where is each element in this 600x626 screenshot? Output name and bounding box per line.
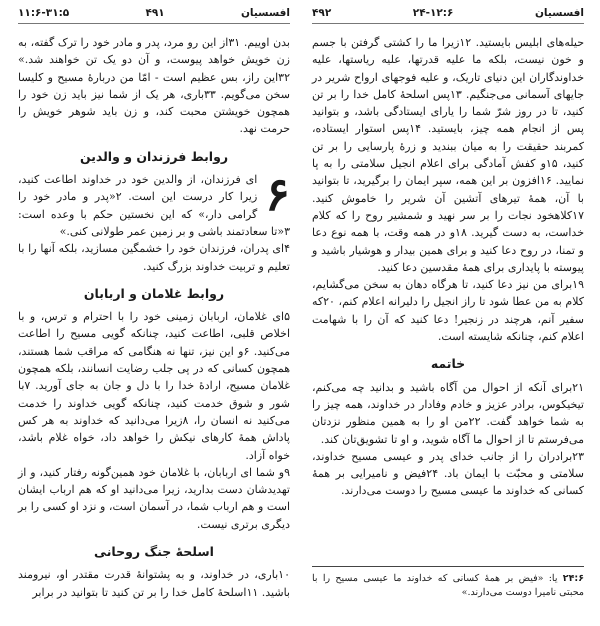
paragraph: ۲۳برادران را از جانب خدای پدر و عیسی مسیح خداوند، سلامتی و محبّت با ایمان باد. ۲۴فیض و نامیرایی بر همهٔ کسانی که خداوند ما عیسی مسیح را دوست می‌دارند. xyxy=(312,449,584,498)
paragraph: ۹و شما ای اربابان، با غلامان خود همین‌گونه رفتار کنید، و از تهدیدشان دست بدارید، زیرا می‌دانید او که هم ارباب ایشان است و هم ارباب شما، در آسمان است، و نزد او کسی را بر دیگری برتری نیست. xyxy=(18,465,290,531)
section-heading: روابط فرزندان و والدین xyxy=(79,148,229,164)
book-title: افسسیان xyxy=(240,7,290,19)
page-number: ۴۹۱ xyxy=(145,7,165,19)
page-492 xyxy=(300,0,600,626)
paragraph: بدن اویيم. ۳۱از این رو مرد، پدر و مادر خود را ترک گفته، به زن خویش خواهد پیوست، و آن دو یک تن خواهند شد.» ۳۲این راز، بس عظیم است - امّا من دربارهٔ مسیح و کلیسا سخن می‌گویم. ۳۳باری، هر یک از شما نیز باید زن خود را همچون خویشتن محبت کند، و زن باید شوهر خویش را حرمت نهد. xyxy=(18,36,290,136)
section-heading: روابط غلامان و اربابان xyxy=(83,285,225,301)
chapter-number: ۶ xyxy=(265,167,290,222)
paragraph: ۱۹برای من نیز دعا کنید، تا هرگاه دهان به سخن می‌گشایم، کلام به من عطا شود تا راز انجیل را دلیرانه اعلام کنم، ۲۰که سفیر آنم، هرچند در زنجیر! دعا کنید که آن را با شهامت اعلام کنم، چنانکه شایسته است. xyxy=(312,278,584,344)
header-rule xyxy=(312,23,584,24)
text-column-right xyxy=(312,34,584,500)
footnote xyxy=(312,572,584,600)
footnote-text: یا: «فیض بر همهٔ کسانی که خداوند ما عیسی مسیح را با محبتی نامیرا دوست می‌دارند.» xyxy=(312,573,584,598)
section-heading: اسلحهٔ جنگ روحانی xyxy=(94,544,214,560)
book-title: افسسیان xyxy=(534,7,584,19)
paragraph xyxy=(18,167,290,240)
text-column-left xyxy=(18,34,290,601)
paragraph: ۵ای غلامان، اربابان زمینی خود را با احترام و ترس، و با اخلاص قلبی، اطاعت کنید، چنانکه گویی مسیح را اطاعت می‌کنید. ۶و این نیز، تنها نه هنگامی که مراقب شما هستند، همچون کسانی که در پی جلب رضایت انسانند، بلکه همچون غلامان مسیح، ارادهٔ خدا را با دل و جان به جای آورید. ۷با شور و شوق خدمت کنید، چنانکه گویی خداوند را خدمت می‌کنید نه انسان را، ۸زیرا می‌دانید که خداوند به هر کس پاداش همهٔ کارهای نیکش را خواهد داد، خواه غلام باشد، خواه آزاد. xyxy=(18,310,291,462)
verse-reference: ۱۱:۶-۳۱:۵ xyxy=(18,7,70,19)
paragraph: ۱۰باری، در خداوند، و به پشتوانهٔ قدرت مقتدر او، نیرومند باشید. ۱۱اسلحهٔ کامل خدا را بر تن کنید تا بتوانید در برابر xyxy=(18,568,290,599)
paragraph: ۲۱برای آنکه از احوال من آگاه باشید و بدانید چه می‌کنم، تیخیکوس، برادر عزیز و خادم وفادار در خداوند، همه چیز را به شما خواهد گفت. ۲۲من او را به همین منظور نزدتان می‌فرستم تا از احوال ما آگاه شوید، و او تا تشویق‌تان کند. xyxy=(312,380,584,446)
header-rule xyxy=(18,23,290,24)
running-head-left xyxy=(18,6,290,20)
running-head-right xyxy=(312,6,584,20)
verse-reference: ۲۴-۱۲:۶ xyxy=(412,7,454,19)
footnote-reference: ۲۴:۶ xyxy=(562,573,584,584)
footnote-rule xyxy=(312,566,584,567)
paragraph: حیله‌های ابلیس بایستید. ۱۲زیرا ما را کشتی گرفتن با جسم و خون نیست، بلکه ما علیه قدرتها، علیه ریاستها، علیه خداوندگاران این دنیای تاریک، و علیه فوجهای ارواح شریر در جایهای آسمانی می‌جنگیم. ۱۳پس اسلحهٔ کامل خدا را بر تن کنید، تا در روز شرّ شما را یارای ایستادگی باشد، و بتوانید پس از انجام همه چیز، بایستید. ۱۴پس استوار ایستاده، کمربند حقیقت را به میان ببندید و زرهٔ پارسایی را بر تن کنید، ۱۵و کفش آمادگی برای اعلام انجیل سلامتی را به پا نمایید. ۱۶افزون بر این همه، سپر ایمان را برگیرید، تا بتوانید با آن، همهٔ تیرهای آتشین آن شریر را خاموش کنید. ۱۷کلاهخود نجات را بر سر نهید و شمشیر روح را که کلام خداست، به دست گیرید. ۱۸و در همه وقت، با همه نوع دعا و تمنا، در روح دعا کنید و برای همین بیدار و هوشیار باشید و پیوسته با پایداری برای همهٔ مقدسین دعا کنید. xyxy=(312,36,585,274)
page-number: ۴۹۲ xyxy=(312,7,332,19)
paragraph-text: ای فرزندان، از والدین خود در خداوند اطاعت کنید، زیرا کار درست این است. ۲«پدر و مادر خود را گرامی دار،» که این نخستین حکم با وعده است: ۳«تا سعادتمند باشی و بر زمین عمر طولانی کنی.» xyxy=(18,173,290,238)
paragraph: ۴ای پدران، فرزندان خود را خشمگین مسازید، بلکه آنها را با تعلیم و تربیت خداوند بزرگ کنید. xyxy=(18,242,290,273)
section-heading: خاتمه xyxy=(430,356,466,372)
